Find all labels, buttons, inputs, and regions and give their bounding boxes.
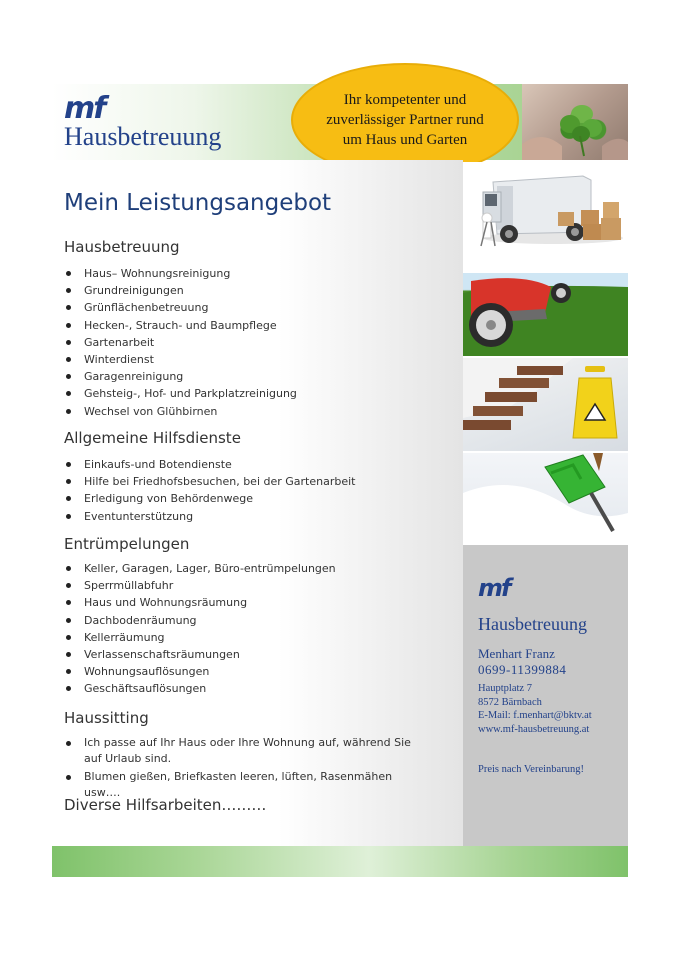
- snowy-stairs-photo: [463, 358, 628, 451]
- contact-address: [478, 682, 592, 736]
- list-item: Winterdienst: [64, 351, 297, 368]
- section-title-hilfsdienste: Allgemeine Hilfsdienste: [64, 429, 241, 447]
- logo-text: Hausbetreuung: [64, 122, 222, 151]
- services-list-entruempelungen: [64, 560, 336, 698]
- closing-line: Diverse Hilfsarbeiten………: [64, 796, 267, 814]
- slogan-line: um Haus und Garten: [342, 132, 468, 148]
- contact-logo-mark: mf: [478, 574, 510, 602]
- delivery-van-photo: [463, 162, 628, 270]
- list-item: Gartenarbeit: [64, 334, 297, 351]
- list-item: Haus und Wohnungsräumung: [64, 594, 336, 611]
- list-item: Haus– Wohnungsreinigung: [64, 265, 297, 282]
- services-list-haussitting: [64, 735, 454, 803]
- list-item: Wechsel von Glühbirnen: [64, 403, 297, 420]
- contact-email: E-Mail: f.menhart@bktv.at: [478, 710, 592, 721]
- services-list-hilfsdienste: [64, 456, 355, 525]
- list-item: Geschäftsauflösungen: [64, 680, 336, 697]
- address-street: Hauptplatz 7: [478, 683, 532, 694]
- list-item: Grünflächenbetreuung: [64, 299, 297, 316]
- list-item: Einkaufs-und Botendienste: [64, 456, 355, 473]
- slogan-text: [326, 90, 483, 150]
- list-item: Keller, Garagen, Lager, Büro-entrümpelungen: [64, 560, 336, 577]
- contact-website: www.mf-hausbetreuung.at: [478, 723, 590, 735]
- list-item: Ich passe auf Ihr Haus oder Ihre Wohnung auf, während Sie auf Urlaub sind.: [64, 735, 454, 767]
- contact-phone: 0699-11399884: [478, 662, 567, 677]
- list-item: Sperrmüllabfuhr: [64, 577, 336, 594]
- section-title-entruempelungen: Entrümpelungen: [64, 535, 190, 553]
- list-item: Wohnungsauflösungen: [64, 663, 336, 680]
- list-item: Gehsteig-, Hof- und Parkplatzreinigung: [64, 385, 297, 402]
- shovel-icon: [463, 453, 628, 545]
- mower-icon: [463, 273, 628, 356]
- slogan-line: zuverlässiger Partner rund: [326, 112, 484, 128]
- logo-mark: mf: [64, 91, 105, 126]
- address-city: 8572 Bärnbach: [478, 696, 542, 708]
- list-item: Kellerräumung: [64, 629, 336, 646]
- page-title: Mein Leistungsangebot: [64, 190, 332, 216]
- contact-brand: Hausbetreuung: [478, 614, 587, 634]
- lawn-mower-photo: [463, 273, 628, 356]
- van-icon: [463, 162, 628, 270]
- list-item: Eventunterstützung: [64, 508, 355, 525]
- list-item: Hilfe bei Friedhofsbesuchen, bei der Gartenarbeit: [64, 473, 355, 490]
- wet-floor-sign-icon: [463, 358, 628, 451]
- slogan-line: Ihr kompetenter und: [343, 92, 467, 108]
- list-item: Blumen gießen, Briefkasten leeren, lüften, Rasenmähen usw….: [64, 769, 454, 801]
- clover-icon: [522, 84, 628, 160]
- list-item: Dachbodenräumung: [64, 612, 336, 629]
- list-item: Verlassenschaftsräumungen: [64, 646, 336, 663]
- section-title-hausbetreuung: Hausbetreuung: [64, 238, 180, 256]
- list-item: Garagenreinigung: [64, 368, 297, 385]
- list-item: Grundreinigungen: [64, 282, 297, 299]
- footer-band: [52, 846, 628, 877]
- list-item: Hecken-, Strauch- und Baumpflege: [64, 317, 297, 334]
- contact-name: Menhart Franz: [478, 646, 555, 661]
- clover-photo: [522, 84, 628, 160]
- price-note: Preis nach Vereinbarung!: [478, 764, 584, 775]
- snow-shovel-photo: [463, 453, 628, 545]
- list-item: Erledigung von Behördenwege: [64, 490, 355, 507]
- section-title-haussitting: Haussitting: [64, 709, 149, 727]
- services-list-hausbetreuung: [64, 265, 297, 420]
